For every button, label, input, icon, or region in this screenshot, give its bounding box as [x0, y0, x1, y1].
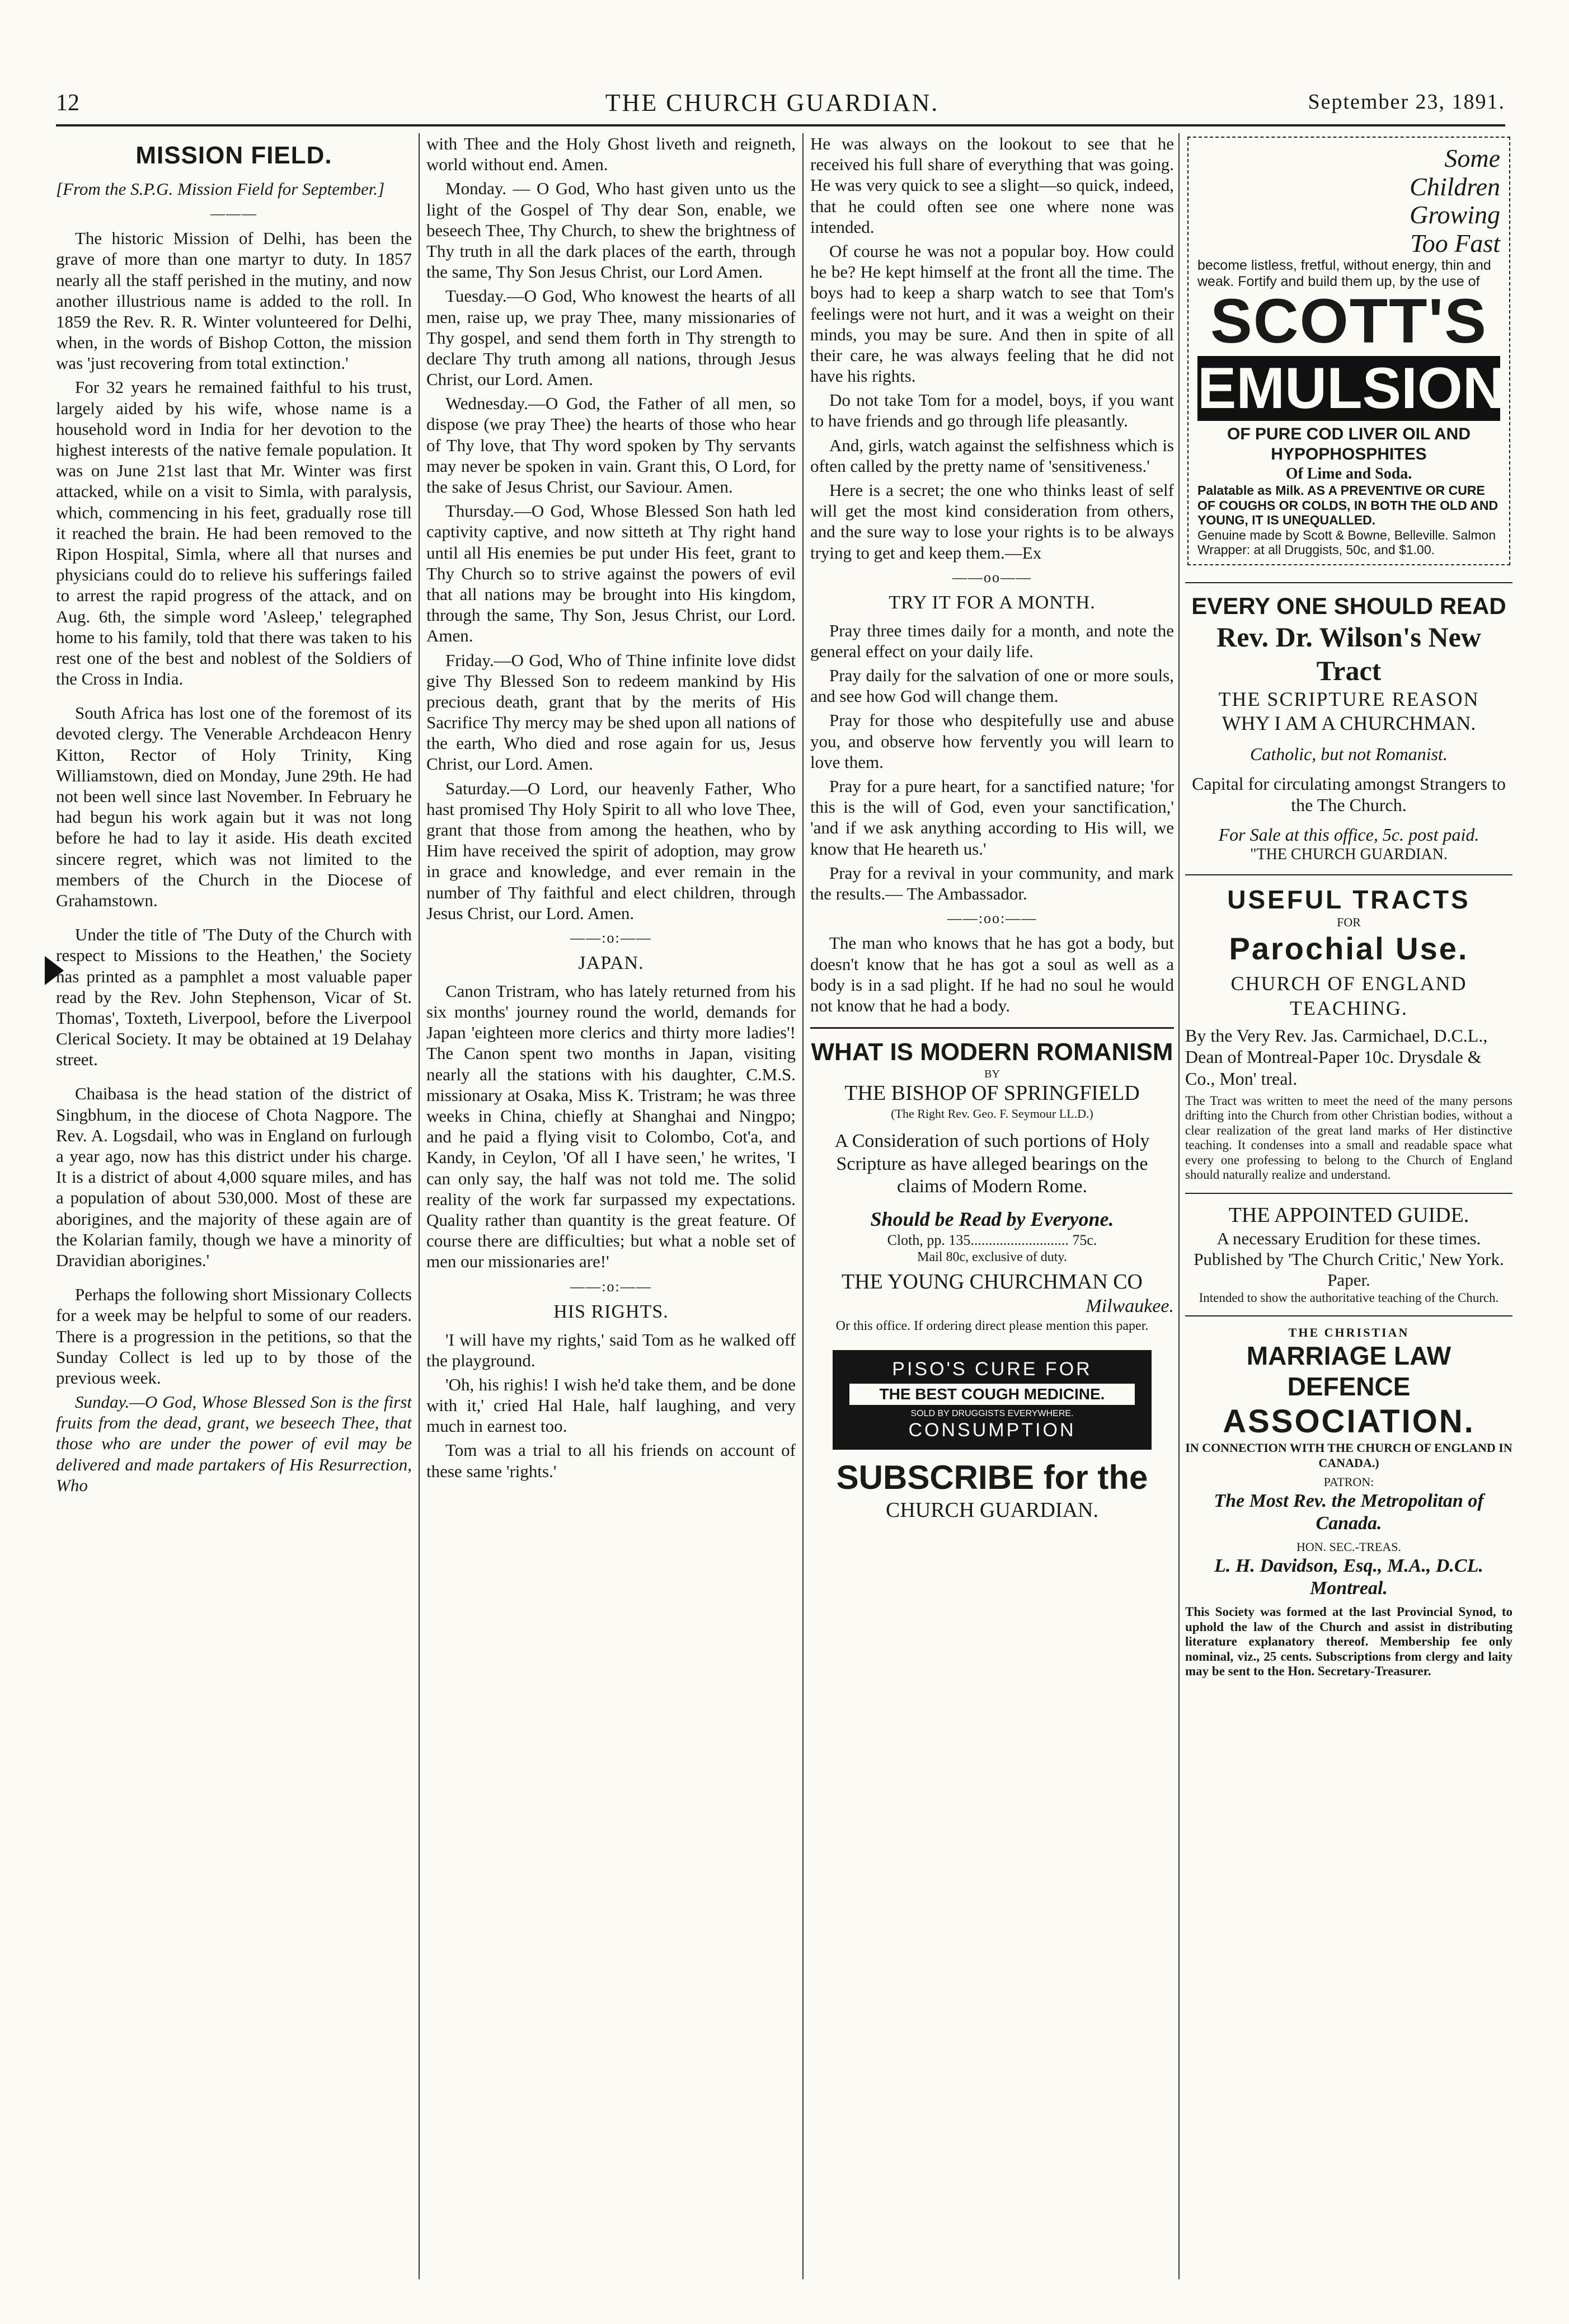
- collect-paragraph: Friday.—O God, Who of Thine infinite love didst give Thy Blessed Son to redeem mankind by His precious death, grant that by the merits of His Sacrifice Thy mercy may be shed upon all nations of the earth, Who died and rose again for us, Jesus Christ, our Lord. Amen.: [426, 650, 796, 774]
- ad-brand-scotts: SCOTT'S: [1210, 285, 1487, 356]
- article-paragraph: Under the title of 'The Duty of the Church with respect to Missions to the Heathen,' the Society has printed as a pamphlet a most valuable paper read by the Rev. John Stephenson, Vicar of St. Thomas', Toxteth, Liverpool, before the Liverpool Clerical Society. It may be obtained at 19 Delahay street.: [56, 925, 412, 1070]
- ad-line: IN CONNECTION WITH THE CHURCH OF ENGLAND IN CANADA.): [1185, 1441, 1512, 1470]
- header-rule: [56, 124, 1505, 126]
- collect-paragraph: Wednesday.—O God, the Father of all men, so dispose (we pray Thee) the hearts of those who hear of Thy love, that Thy word spoken by Thy servants may never be spoken in vain. Grant this, O Lord, for the sake of Jesus Christ, our Saviour. Amen.: [426, 393, 796, 496]
- ad-line: ASSOCIATION.: [1223, 1403, 1475, 1440]
- ad-line: The Tract was written to meet the need of the many persons drifting into the Church from other Christian bodies, without a clear realization of the great land marks of Her distinctive teaching. It condenses into a small and readable space what every one professing to belong to the Church of England should naturally realize and understand.: [1185, 1093, 1512, 1182]
- section-heading-try-it: TRY IT FOR A MONTH.: [889, 592, 1096, 613]
- ad-pisos-cure: [833, 1350, 1152, 1450]
- ad-line: Intended to show the authoritative teaching of the Church.: [1199, 1290, 1499, 1305]
- issue-date: September 23, 1891.: [1308, 90, 1505, 114]
- ad-author: THE BISHOP OF SPRINGFIELD: [844, 1081, 1140, 1105]
- divider-ornament: ——:o:——: [570, 929, 652, 946]
- ad-line: The Most Rev. the Metropolitan of Canada.: [1214, 1490, 1484, 1534]
- ad-line: THE APPOINTED GUIDE.: [1228, 1203, 1469, 1227]
- ad-line: CHURCH OF ENGLAND TEACHING.: [1230, 972, 1467, 1019]
- article-paragraph: Of course he was not a popular boy. How could he be? He kept himself at the front all the time. The boys had to keep a sharp watch to see that Tom's feelings were not hurt, and it was a weight on their minds, you may be sure. And then in spite of all their care, he was always feeling that he did not have his rights.: [810, 241, 1174, 386]
- ad-appointed-guide: [1185, 1193, 1512, 1316]
- ad-order-note: Or this office. If ordering direct please mention this paper.: [835, 1318, 1149, 1333]
- ad-line: USEFUL TRACTS: [1227, 884, 1471, 914]
- ad-mail-price: Mail 80c, exclusive of duty.: [917, 1249, 1067, 1264]
- column-3: [810, 133, 1174, 2279]
- ad-line: MARRIAGE LAW DEFENCE: [1246, 1341, 1451, 1401]
- ad-author-name: (The Right Rev. Geo. F. Seymour LL.D.): [891, 1106, 1093, 1121]
- article-paragraph: Pray for those who despitefully use and abuse you, and observe how fervently you will learn to love them.: [810, 710, 1174, 772]
- article-paragraph: The man who knows that he has got a body, but doesn't know that he has got a soul as well as a body is in a sad plight. If he had no soul he would not know that he had a body.: [810, 933, 1174, 1015]
- subscribe-banner: SUBSCRIBE for the: [836, 1459, 1148, 1497]
- ad-line: Catholic, but not Romanist.: [1250, 744, 1448, 765]
- collect-paragraph: Monday. — O God, Who hast given unto us the light of the Gospel of Thy dear Son, enable, we beseech Thee, Thy Church, to shew the brightness of Thy truth in all the dark places of the earth, through the same, Thy Son Jesus Christ, our Lord Amen.: [426, 179, 796, 282]
- column-divider: [1178, 133, 1180, 2279]
- article-paragraph: Pray for a pure heart, for a sanctified nature; 'for this is the will of God, even your sanctification,' 'and if we ask anything according to His will, we know that He heareth us.': [810, 776, 1174, 859]
- ad-line: HON. SEC.-TREAS.: [1296, 1540, 1401, 1554]
- column-1: [56, 133, 412, 2279]
- article-paragraph: Sunday.—O God, Whose Blessed Son is the first fruits from the dead, grant, we beseech Thee, that those who are under the power of evil may be delivered and made partakers of His Resurrection, Who: [56, 1392, 412, 1495]
- divider-ornament: ———: [210, 205, 257, 222]
- article-paragraph: He was always on the lookout to see that he received his full share of everything that was going. He was very quick to see a slight—so quick, indeed, that he could often see one where none was intended.: [810, 134, 1174, 237]
- article-paragraph: Chaibasa is the head station of the district of Singbhum, in the diocese of Chota Nagpore. The Rev. A. Logsdail, who was in England on furlough a year ago, now has this district under his charge. It is a district of about 4,000 square miles, and has a population of about 530,000. Most of these are aborigines, and the majority of these again are of the Kolarian family, though we have a minority of Dravidian aborigines.': [56, 1084, 412, 1270]
- masthead-title: THE CHURCH GUARDIAN.: [605, 89, 939, 116]
- section-heading-his-rights: HIS RIGHTS.: [553, 1301, 669, 1322]
- column-2: [426, 133, 796, 2279]
- column-divider: [802, 133, 804, 2279]
- subscribe-paper-name: CHURCH GUARDIAN.: [885, 1498, 1099, 1522]
- ad-line: This Society was formed at the last Provincial Synod, to uphold the law of the Church and assist in distributing literature explanatory thereof. Membership fee only nominal, viz., 25 cents. Subscriptions from clergy and laity may be sent to the Hon. Secretary-Treasurer.: [1185, 1605, 1512, 1678]
- ad-children: Children: [1410, 172, 1500, 201]
- ad-line: Rev. Dr. Wilson's New Tract: [1216, 621, 1481, 687]
- ad-line: L. H. Davidson, Esq., M.A., D.CL. Montreal.: [1214, 1555, 1483, 1599]
- article-paragraph: Tom was a trial to all his friends on account of these same 'rights.': [426, 1440, 796, 1481]
- section-heading-japan: JAPAN.: [578, 953, 644, 974]
- ad-palatable: Palatable as Milk. AS A PREVENTIVE OR CURE OF COUGHS OR COLDS, IN BOTH THE OLD AND YOUNG, IT IS UNEQUALLED.: [1197, 483, 1498, 528]
- article-paragraph: The historic Mission of Delhi, has been the grave of more than one martyr to duty. In 1857 nearly all the staff perished in the mutiny, and now another illustrious name is added to the roll. In 1859 the Rev. R. R. Winter volunteered for Delhi, when, in the words of Bishop Cotton, the mission was 'just recovering from total extinction.': [56, 228, 412, 373]
- ad-genuine: Genuine made by Scott & Bowne, Belleville. Salmon Wrapper: at all Druggists, 50c, and $1.00.: [1197, 527, 1496, 557]
- ad-some: Some: [1444, 144, 1500, 172]
- collect-paragraph: with Thee and the Holy Ghost liveth and reigneth, world without end. Amen.: [426, 134, 796, 175]
- piso-top-text: PISO'S CURE FOR: [892, 1358, 1092, 1380]
- article-paragraph: Perhaps the following short Missionary Collects for a week may be helpful to some of our readers. There is a progression in the petitions, so that the Sunday Collect is led up to by those of the previous week.: [56, 1285, 412, 1388]
- section-heading-mission-field: MISSION FIELD.: [135, 142, 332, 169]
- collect-paragraph: Thursday.—O God, Whose Blessed Son hath led captivity captive, and now sitteth at Thy right hand until all His enemies be put under His feet, grant to Thy Church so to strive against the powers of evil that all nations may be brought into His kingdom, through the same, Thy Son, Jesus Christ, our Lord. Amen.: [426, 501, 796, 646]
- article-paragraph: Here is a secret; the one who thinks least of self will get the most kind consideration from others, and the sure way to lose your rights is to be always trying to get and keep them.—Ex: [810, 480, 1174, 563]
- article-source: [From the S.P.G. Mission Field for September.]: [56, 179, 385, 199]
- ad-hypophosphites: HYPOPHOSPHITES: [1271, 444, 1427, 463]
- ad-price: Cloth, pp. 135........................... 75c.: [887, 1232, 1097, 1249]
- ad-too-fast: Too Fast: [1410, 228, 1500, 257]
- ad-description: A Consideration of such portions of Holy Scripture as have alleged bearings on the claims of Modern Rome.: [834, 1130, 1150, 1197]
- ad-brand-emulsion: EMULSION: [1197, 355, 1505, 421]
- ad-growing: Growing: [1410, 200, 1500, 229]
- ad-line: For Sale at this office, 5c. post paid.: [1218, 824, 1479, 845]
- ad-scotts-emulsion: [1187, 137, 1510, 565]
- article-paragraph: Pray for a revival in your community, and mark the results.— The Ambassador.: [810, 863, 1174, 903]
- ad-line: A necessary Erudition for these times. Published by 'The Church Critic,' New York. Paper.: [1194, 1229, 1504, 1290]
- article-paragraph: 'Oh, his righis! I wish he'd take them, and be done with it,' cried Hal Hale, half laughing, and very much in earnest too.: [426, 1374, 796, 1436]
- ad-title: WHAT IS MODERN ROMANISM: [811, 1038, 1173, 1066]
- ad-line: THE SCRIPTURE REASON: [1218, 688, 1479, 711]
- piso-mid-text: THE BEST COUGH MEDICINE.: [849, 1384, 1135, 1405]
- article-paragraph: South Africa has lost one of the foremost of its devoted clergy. The Venerable Archdeacon Henry Kitton, Rector of Holy Trinity, King Williamstown, died on Monday, June 29th. He had not been well since last November. In February he had begun his work again but it was not long before he had to lay it aside. His death excited sincere regret, which was not limited to the members of the Church in the Diocese of Grahamstown.: [56, 703, 412, 910]
- ad-line: WHY I AM A CHURCHMAN.: [1222, 712, 1476, 735]
- ad-line: EVERY ONE SHOULD READ: [1191, 592, 1506, 619]
- ad-publisher: THE YOUNG CHURCHMAN CO: [842, 1270, 1143, 1294]
- divider-ornament: ——oo——: [952, 569, 1032, 585]
- ad-line: FOR: [1337, 915, 1361, 929]
- article-paragraph: Canon Tristram, who has lately returned from his six months' journey round the world, demands for Japan 'eighteen more clerics and thirty more ladies'! The Canon spent two months in Japan, visiting nearly all the stations with his daughter, C.M.S. missionary at Osaka, Miss K. Tristram; he was three weeks in China, chiefly at Shanghai and Ningpo; and he paid a flying visit to Colombo, Cot'a, and Kandy, in Ceylon, 'Of all I have seen,' he writes, 'I can only say, the half was not told me. The solid reality of the work far surpassed my expectations. Quality rather than quantity is the great feature. Of course there are difficulties; but what a noble set of men our missionaries are!': [426, 981, 796, 1272]
- ad-city: Milwaukee.: [1086, 1296, 1174, 1317]
- page-header: [39, 84, 1505, 118]
- collect-paragraph: Saturday.—O Lord, our heavenly Father, Who hast promised Thy Holy Spirit to all who love Thee, grant that those from among the heathen, who by Him have received the spirit of adoption, may grow in grace and knowledge, and ever remain in the number of Thy faithful and elect children, through Jesus Christ, our Lord. Amen.: [426, 778, 796, 923]
- ad-tagline: Should be Read by Everyone.: [870, 1208, 1114, 1231]
- article-paragraph: 'I will have my rights,' said Tom as he walked off the playground.: [426, 1329, 796, 1370]
- ad-line: By the Very Rev. Jas. Carmichael, D.C.L., Dean of Montreal-Paper 10c. Drysdale & Co., Mon' treal.: [1185, 1025, 1488, 1089]
- ad-modern-romanism: [810, 1027, 1174, 1344]
- ad-line: "THE CHURCH GUARDIAN.: [1250, 845, 1448, 863]
- ad-useful-tracts: [1185, 874, 1512, 1193]
- ad-of-pure: OF PURE COD LIVER OIL AND: [1227, 424, 1471, 443]
- ad-by: BY: [984, 1067, 1000, 1080]
- ad-lime: Of Lime and Soda.: [1285, 465, 1412, 482]
- divider-ornament: ——:oo:——: [947, 910, 1037, 927]
- ad-line: PATRON:: [1323, 1475, 1374, 1489]
- column-divider: [419, 133, 420, 2279]
- article-paragraph: For 32 years he remained faithful to his trust, largely aided by his wife, whose name is a household word in India for her devotion to the highest interests of the native female population. It was on June 21st last that Mr. Winter was first attacked, while on a visit to Simla, with paralysis, which, commencing in his feet, gradually rose till it reached the brain. He had been removed to the Ripon Hospital, Simla, where all that nurses and physicians could do to relieve his sufferings failed to arrest the rapid progress of the attack, and on Aug. 6th, the simple word 'Asleep,' telegraphed home to his family, told that there was taken to his rest one of the best and noblest of the Soldiers of the Cross in India.: [56, 377, 412, 689]
- divider-ornament: ——:o:——: [570, 1278, 652, 1295]
- collect-paragraph: Tuesday.—O God, Who knowest the hearts of all men, raise up, we pray Thee, many missionaries of Thy gospel, and send them forth in Thy strength to declare Thy truth among all nations, through Jesus Christ, our Lord. Amen.: [426, 286, 796, 390]
- ad-line: Parochial Use.: [1229, 931, 1469, 967]
- ad-marriage-law: [1185, 1315, 1512, 1689]
- ad-body: become listless, fretful, without energy, thin and weak. Fortify and build them up, by the use of: [1197, 257, 1491, 290]
- article-paragraph: Do not take Tom for a model, boys, if you want to have friends and go through life pleasantly.: [810, 390, 1174, 431]
- ad-wilson-tract: [1185, 582, 1512, 874]
- column-4: [1185, 133, 1512, 2279]
- article-paragraph: Pray three times daily for a month, and note the general effect on your daily life.: [810, 620, 1174, 661]
- piso-bottom-text: CONSUMPTION: [908, 1419, 1076, 1441]
- ad-line: THE CHRISTIAN: [1288, 1325, 1410, 1340]
- article-paragraph: And, girls, watch against the selfishness which is often called by the pretty name of 'sensitiveness.': [810, 435, 1174, 476]
- article-paragraph: Pray daily for the salvation of one or more souls, and see how God will change them.: [810, 666, 1174, 706]
- page-number: 12: [56, 90, 79, 116]
- piso-small-text: SOLD BY DRUGGISTS EVERYWHERE.: [910, 1409, 1074, 1419]
- ad-line: Capital for circulating amongst Strangers to the The Church.: [1192, 773, 1506, 816]
